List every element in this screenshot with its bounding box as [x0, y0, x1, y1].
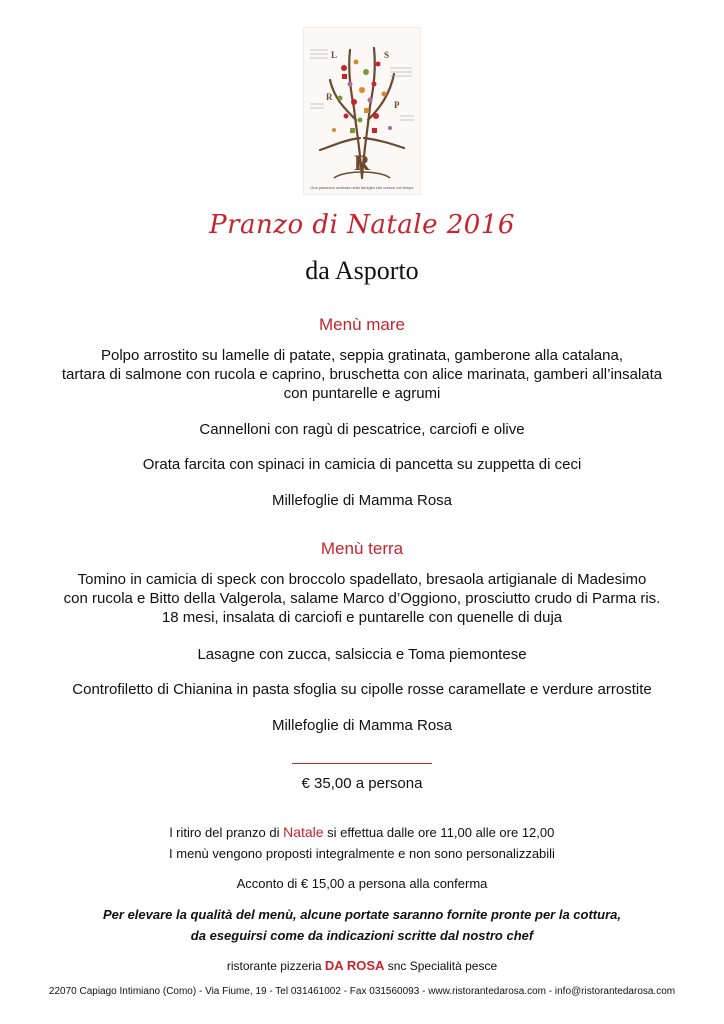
pickup-note-highlight: Natale	[283, 824, 324, 840]
menu-mare-line-1: Polpo arrostito su lamelle di patate, seppia gratinata, gamberone alla catalana,	[101, 347, 623, 364]
logo-caption: Una passione radicata nella famiglia che cresce col tempo	[310, 185, 414, 190]
logo-letter-l: L	[331, 50, 338, 60]
menu-mare-line-6: Millefoglie di Mamma Rosa	[271, 492, 453, 509]
restaurant-suffix: snc Specialità pesce	[384, 959, 498, 973]
pickup-note-suffix: si effettua dalle ore 11,00 alle ore 12,00	[323, 825, 555, 840]
menu-mare-line-4: Cannelloni con ragù di pescatrice, carciofi e olive	[199, 421, 525, 438]
menu-terra-line-3: 18 mesi, insalata di carciofi e puntarelle con quenelle di duja	[161, 609, 563, 626]
menu-terra-line-4: Lasagne con zucca, salsiccia e Toma piemontese	[197, 646, 527, 663]
restaurant-logo-poster	[304, 28, 420, 194]
menu-terra-line-6: Millefoglie di Mamma Rosa	[271, 717, 453, 734]
section-title-mare: Menù mare	[319, 315, 405, 334]
menu-mare-line-5: Orata farcita con spinaci in camicia di pancetta su zuppetta di ceci	[142, 456, 582, 473]
chef-note-line-1: Per elevare la qualità del menù, alcune portate saranno fornite pronte per la cottura,	[103, 907, 621, 922]
pickup-note-prefix: l ritiro del pranzo di	[169, 825, 284, 840]
price-per-person: € 35,00 a persona	[301, 775, 423, 792]
chef-note-line-2: da eseguirsi come da indicazioni scritte dal nostro chef	[190, 928, 534, 943]
menu-terra-line-1: Tomino in camicia di speck con broccolo spadellato, bresaola artigianale di Madesimo	[77, 571, 647, 588]
logo-letter-r-large: R	[354, 150, 370, 175]
menu-mare-line-2: tartara di salmone con rucola e caprino, bruschetta con alice marinata, gamberi all’insalata	[61, 366, 663, 383]
deposit-note: Acconto di € 15,00 a persona alla conferma	[236, 876, 488, 891]
page-subtitle: da Asporto	[305, 256, 419, 285]
pickup-note	[0, 824, 724, 840]
logo-letter-p: P	[394, 100, 400, 110]
menu-terra-line-2: con rucola e Bitto della Valgerola, salame Marco d’Oggiono, prosciutto crudo di Parma ris.	[63, 590, 661, 607]
logo-letter-s: S	[384, 50, 390, 60]
page-title: Pranzo di Natale 2016	[209, 210, 515, 240]
ornaments	[332, 60, 392, 134]
integral-note: I menù vengono proposti integralmente e non sono personalizzabili	[169, 846, 555, 861]
restaurant-brand: DA ROSA	[324, 958, 385, 973]
menu-mare-line-3: con puntarelle e agrumi	[283, 385, 441, 402]
menu-terra-line-5: Controfiletto di Chianina in pasta sfoglia su cipolle rosse caramellate e verdure arrostite	[72, 681, 652, 698]
footer-contact: 22070 Capiago Intimiano (Como) - Via Fiume, 19 - Tel 031461002 - Fax 031560093 - www.ristorantedarosa.com - info@ristorantedarosa.com	[48, 986, 676, 997]
section-title-terra: Menù terra	[320, 539, 404, 558]
tree-illustration	[304, 28, 420, 194]
logo-letter-r-small: R	[326, 92, 333, 102]
price-divider	[292, 763, 432, 764]
restaurant-prefix: ristorante pizzeria	[226, 959, 325, 973]
restaurant-name	[0, 958, 724, 973]
